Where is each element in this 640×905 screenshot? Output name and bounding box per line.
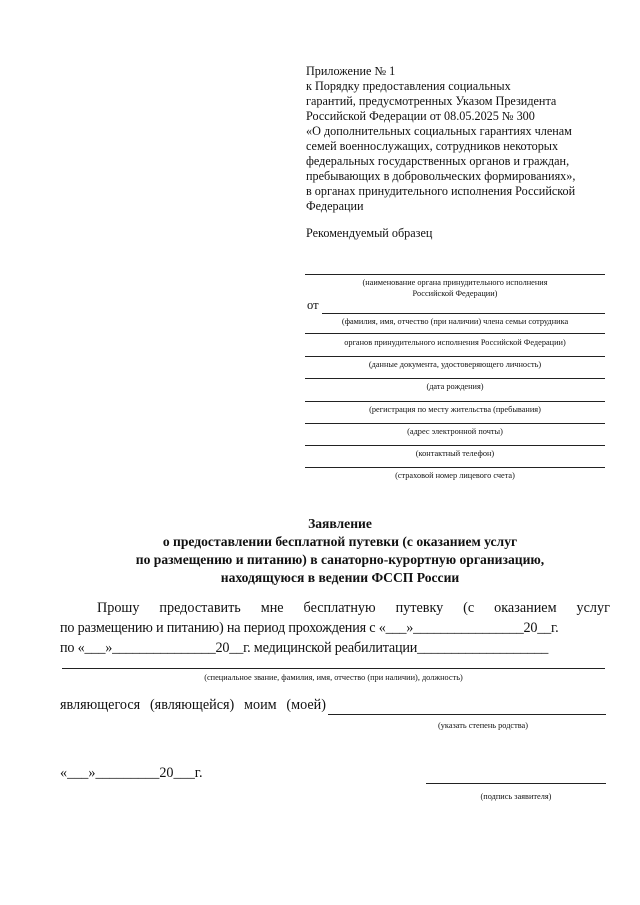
title-line: Заявление [308,516,372,531]
organ-caption-1: (наименование органа принудительного исполнения [362,278,548,287]
fill-line [305,401,605,402]
body-word: бесплатную [303,600,376,616]
email-caption: (адрес электронной почты) [407,427,503,436]
body-word: (с [463,600,475,616]
fill-line [328,714,606,715]
appendix-line: в органах принудительного исполнения Российской [306,184,576,198]
fill-line [62,668,605,669]
document-title [60,515,620,587]
body-word: путевку [395,600,444,616]
date-field[interactable]: «___»_________20___г. [60,765,203,781]
fill-line [305,423,605,424]
fio-caption: (фамилия, имя, отчество (при наличии) члена семьи сотрудника [341,317,569,326]
fill-line [305,333,605,334]
registration-caption: (регистрация по месту жительства (пребывания) [369,405,541,414]
request-line-3[interactable]: по «___»_______________20__г. медицинской реабилитации___________________ [60,640,549,656]
appendix-line: гарантий, предусмотренных Указом Президента [306,94,557,108]
organ-caption-2: Российской Федерации) [412,289,498,298]
appendix-line: «О дополнительных социальных гарантиях членам [306,124,572,138]
relation-label [60,697,326,714]
body-word: мне [260,600,284,616]
body-word: услуг [576,600,610,616]
body-word: предоставить [159,600,241,616]
birth-caption: (дата рождения) [426,382,484,391]
sample-label: Рекомендуемый образец [306,226,433,240]
fill-line [305,445,605,446]
fill-line [426,783,606,784]
body-word: оказанием [494,600,557,616]
appendix-line: Федерации [306,199,364,213]
body-word: (являющейся) [149,697,235,713]
fill-line [322,313,605,314]
request-line-2[interactable]: по размещению и питанию) на период прохождения с «___»________________20__г. [60,620,559,636]
fill-line [305,378,605,379]
title-line: по размещению и питанию) в санаторно-курортную организацию, [135,552,545,567]
body-word: моим [244,697,277,713]
fill-line [305,356,605,357]
appendix-line: Приложение № 1 [306,64,396,78]
title-line: о предоставлении бесплатной путевки (с оказанием услуг [162,534,518,549]
request-line-1 [97,600,610,617]
fill-line [305,274,605,275]
appendix-line: федеральных государственных органов и граждан, [306,154,570,168]
body-word: (моей) [286,697,326,713]
appendix-line: к Порядку предоставления социальных [306,79,511,93]
document-caption: (данные документа, удостоверяющего личность) [368,360,542,369]
appendix-line: Российской Федерации от 08.05.2025 № 300 [306,109,535,123]
appendix-header [306,64,606,214]
appendix-line: семей военнослужащих, сотрудников некоторых [306,139,559,153]
appendix-line: пребывающих в добровольческих формированиях», [306,169,576,183]
relation-caption: (указать степень родства) [438,721,528,730]
body-word: Прошу [97,600,140,616]
fill-line [305,467,605,468]
title-line: находящуюся в ведении ФССП России [220,570,460,585]
signature-caption: (подпись заявителя) [480,792,552,801]
phone-caption: (контактный телефон) [415,449,495,458]
from-label: от [307,298,319,312]
organ-caption: органов принудительного исполнения Российской Федерации) [344,338,566,347]
body-word: являющегося [60,697,141,713]
snils-caption: (страховой номер лицевого счета) [395,471,515,480]
person-caption: (специальное звание, фамилия, имя, отчество (при наличии), должность) [204,673,463,682]
